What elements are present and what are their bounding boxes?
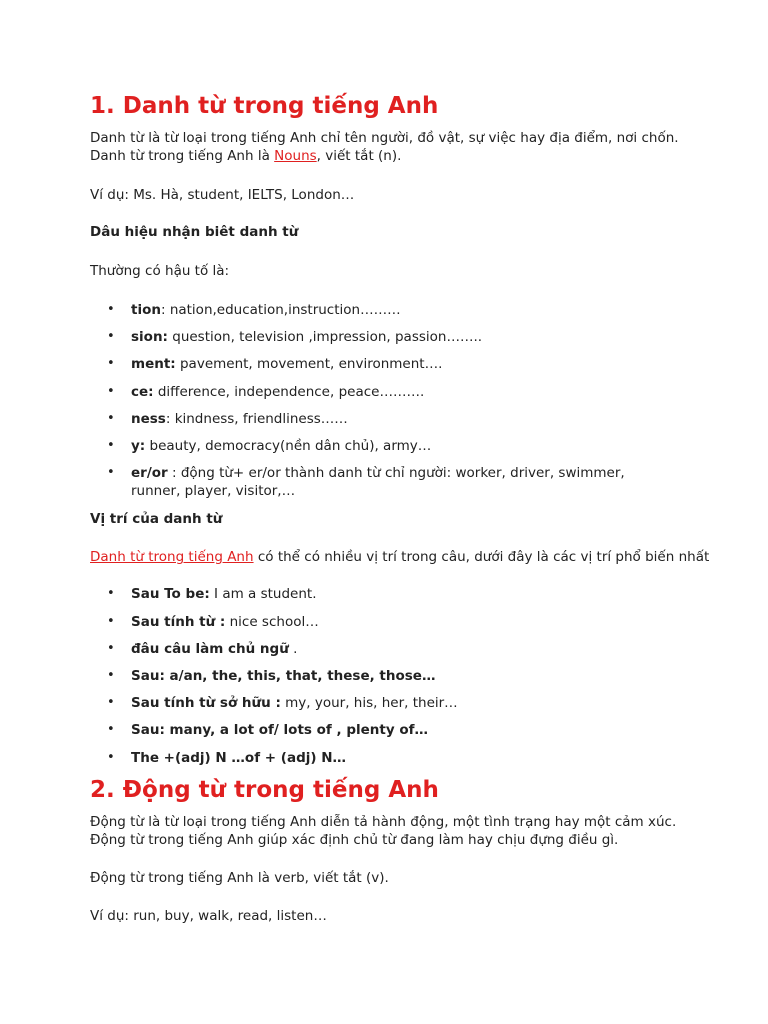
list-item xyxy=(107,328,483,346)
position-example: I am a student. xyxy=(209,586,317,602)
section2-definition: Động từ trong tiếng Anh là verb, viết tắt (v). xyxy=(90,870,389,886)
bullet-icon: • xyxy=(107,329,115,344)
list-item xyxy=(107,464,625,500)
list-item xyxy=(107,355,443,373)
intro-line2-prefix: Danh từ trong tiếng Anh là xyxy=(90,148,275,164)
list-item xyxy=(107,301,401,319)
noun-article-link[interactable]: Danh từ trong tiếng Anh xyxy=(90,549,254,565)
suffix-examples: question, television ,impression, passion…….. xyxy=(172,329,483,345)
suffix-term: ce: xyxy=(131,384,154,400)
bullet-icon: • xyxy=(107,641,115,656)
section2-title: 2. Động từ trong tiếng Anh xyxy=(90,777,439,803)
suffix-examples-cont: runner, player, visitor,… xyxy=(131,483,296,499)
list-item xyxy=(107,383,425,401)
nouns-link[interactable]: Nouns xyxy=(274,148,317,164)
suffix-examples: difference, independence, peace………. xyxy=(157,384,425,400)
suffix-term: sion: xyxy=(131,329,168,345)
bullet-icon: • xyxy=(107,411,115,426)
position-example: my, your, his, her, their… xyxy=(280,695,458,711)
list-item xyxy=(107,640,298,658)
position-term: Sau tính từ sở hữu : xyxy=(131,695,281,711)
suffix-sep: : xyxy=(160,302,170,318)
position-example: nice school… xyxy=(225,614,319,630)
suffix-examples: beauty, democracy(nền dân chủ), army… xyxy=(149,438,432,454)
suffix-examples: kindness, friendliness…… xyxy=(174,411,348,427)
list-item xyxy=(107,613,319,631)
suffix-sep: : xyxy=(165,411,175,427)
suffix-examples: nation,education,instruction……… xyxy=(169,302,401,318)
list-item xyxy=(107,437,432,455)
suffix-intro: Thường có hậu tố là: xyxy=(90,263,230,279)
bullet-icon: • xyxy=(107,384,115,399)
bullet-icon: • xyxy=(107,668,115,683)
suffix-sep: : xyxy=(167,465,181,481)
bullet-icon: • xyxy=(107,695,115,710)
signs-heading: Dâu hiệu nhận biêt danh từ xyxy=(90,224,299,240)
suffix-examples: động từ+ er/or thành danh từ chỉ người: worker, driver, swimmer, xyxy=(180,465,625,481)
section1-title: 1. Danh từ trong tiếng Anh xyxy=(90,93,439,119)
list-item xyxy=(107,694,458,712)
bullet-icon: • xyxy=(107,614,115,629)
suffix-term: er/or xyxy=(131,465,168,481)
section1-example: Ví dụ: Ms. Hà, student, IELTS, London… xyxy=(90,187,355,203)
position-term: đâu câu làm chủ ngữ xyxy=(131,641,289,657)
section2-intro-line2: Động từ trong tiếng Anh giúp xác định chủ từ đang làm hay chịu đựng điều gì. xyxy=(90,832,619,848)
position-heading: Vị trí của danh từ xyxy=(90,511,223,527)
bullet-icon: • xyxy=(107,302,115,317)
list-item xyxy=(107,749,347,767)
bullet-icon: • xyxy=(107,438,115,453)
position-term: Sau: a/an, the, this, that, these, those… xyxy=(131,668,436,684)
bullet-icon: • xyxy=(107,356,115,371)
list-item xyxy=(107,667,436,685)
list-item xyxy=(107,585,317,603)
suffix-term: ness xyxy=(131,411,166,427)
section1-intro-line1: Danh từ là từ loại trong tiếng Anh chỉ tên người, đồ vật, sự việc hay địa điểm, nơi chốn. xyxy=(90,130,679,146)
position-term: Sau To be: xyxy=(131,586,210,602)
section2-example: Ví dụ: run, buy, walk, read, listen… xyxy=(90,908,327,924)
position-intro-text: có thể có nhiều vị trí trong câu, dưới đây là các vị trí phổ biến nhất xyxy=(253,549,710,565)
suffix-term: ment: xyxy=(131,356,176,372)
list-item xyxy=(107,410,348,428)
section2-intro xyxy=(90,813,690,849)
section2-intro-line1: Động từ là từ loại trong tiếng Anh diễn tả hành động, một tình trạng hay một cảm xúc. xyxy=(90,814,677,830)
suffix-examples: pavement, movement, environment…. xyxy=(179,356,443,372)
bullet-icon: • xyxy=(107,750,115,765)
list-item xyxy=(107,721,428,739)
suffix-term: y: xyxy=(131,438,146,454)
position-intro xyxy=(90,548,710,566)
position-term: The +(adj) N …of + (adj) N… xyxy=(131,750,347,766)
position-term: Sau tính từ : xyxy=(131,614,226,630)
bullet-icon: • xyxy=(107,465,115,480)
bullet-icon: • xyxy=(107,722,115,737)
position-term: Sau: many, a lot of/ lots of , plenty of… xyxy=(131,722,428,738)
intro-line2-suffix: , viết tắt (n). xyxy=(316,148,402,164)
section1-intro xyxy=(90,129,690,165)
bullet-icon: • xyxy=(107,586,115,601)
section1-intro-line2 xyxy=(90,147,690,165)
suffix-term: tion xyxy=(131,302,161,318)
position-example: . xyxy=(288,641,298,657)
